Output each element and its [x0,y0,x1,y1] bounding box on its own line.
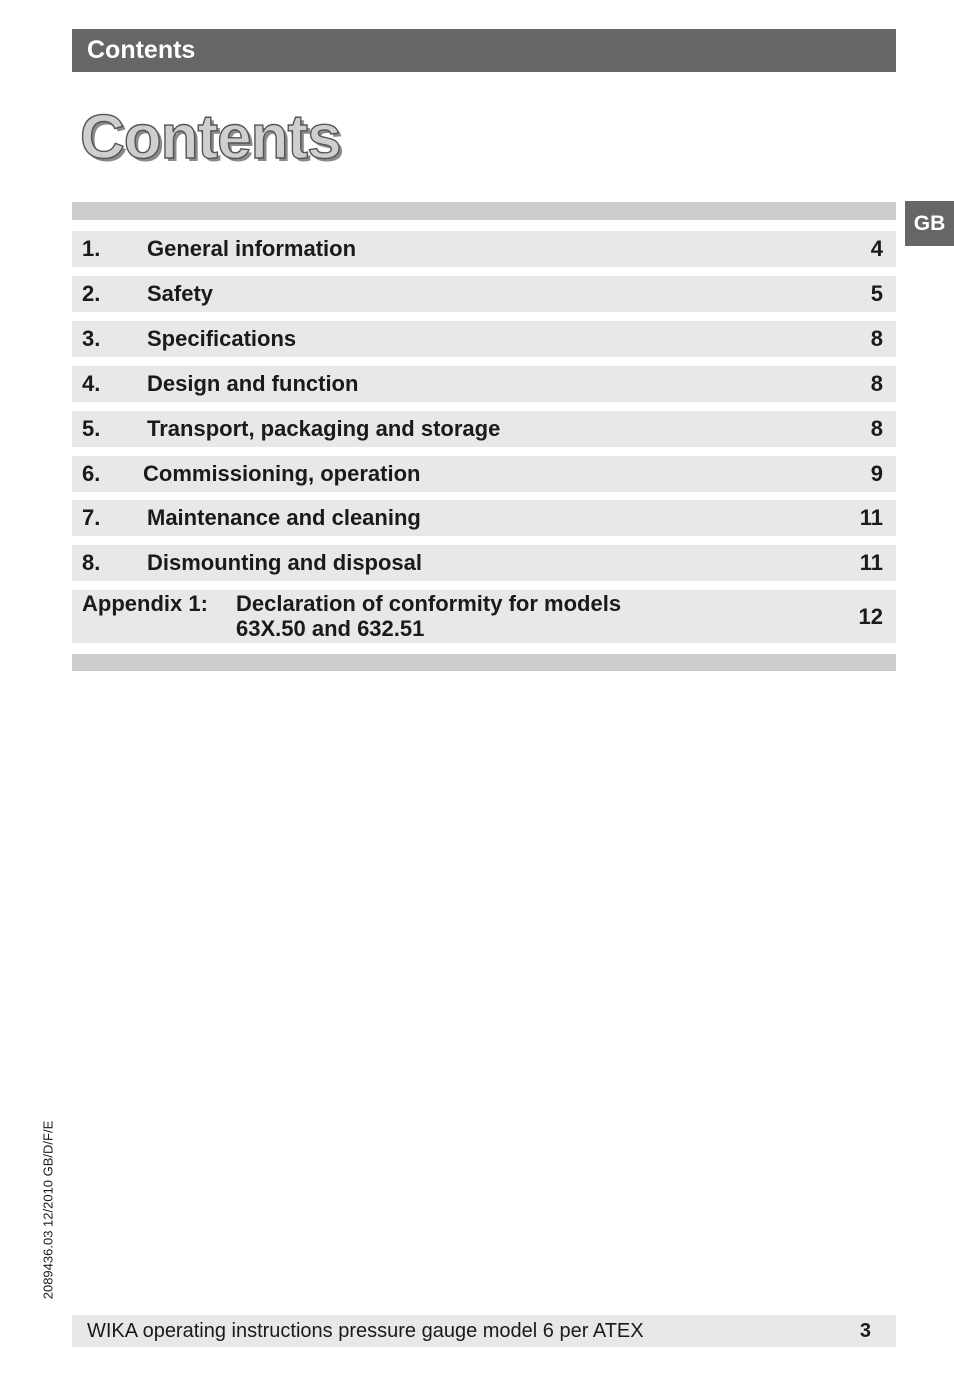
toc-page-number: 11 [859,550,883,575]
toc-title: Commissioning, operation [143,461,421,486]
toc-title: Safety [147,281,214,306]
page-header-bar [72,29,896,72]
toc-number: 8. [82,550,101,575]
footer-text: WIKA operating instructions pressure gauge model 6 per ATEX [87,1320,644,1342]
toc-page-number: 8 [870,416,883,441]
toc-title: Transport, packaging and storage [147,416,501,441]
toc-number: 6. [82,461,101,486]
document-code-text: 2089436.03 12/2010 GB/D/F/E [40,1120,56,1300]
page-title: Contents [80,103,341,172]
page-footer [72,1315,896,1347]
toc-row-dismounting[interactable] [72,545,896,581]
toc-title: Specifications [147,326,297,351]
toc-number: 5. [82,416,101,441]
toc-title: General information [147,236,357,261]
toc-page-number: 12 [858,604,883,629]
toc-page-number: 8 [870,326,883,351]
toc-title: Dismounting and disposal [147,550,423,575]
header-title: Contents [87,36,196,64]
toc-row-general-information[interactable] [72,231,896,267]
toc-page-number: 8 [870,371,883,396]
toc-number: Appendix 1: [82,591,208,616]
toc-page-number: 5 [870,281,883,306]
toc-row-specifications[interactable] [72,321,896,357]
toc-row-transport[interactable] [72,411,896,447]
toc-row-maintenance[interactable] [72,500,896,536]
toc-bottom-rule [72,654,896,671]
toc-number: 7. [82,505,101,530]
toc-page-number: 4 [870,236,883,261]
toc-number: 4. [82,371,101,396]
toc-row-commissioning[interactable] [72,456,896,492]
toc-page-number: 9 [870,461,883,486]
toc-title-line: 63X.50 and 632.51 [236,616,425,641]
toc-number: 1. [82,236,101,261]
toc-title: Maintenance and cleaning [147,505,421,530]
toc-number: 3. [82,326,101,351]
toc-title-line: Declaration of conformity for models [236,591,622,616]
toc-row-appendix[interactable] [72,590,896,643]
toc-row-safety[interactable] [72,276,896,312]
toc-top-rule [72,202,896,220]
toc-page-number: 11 [859,505,883,530]
toc-title [236,591,621,641]
language-tab[interactable]: GB [905,201,954,246]
footer-page-number: 3 [859,1320,871,1342]
toc-number: 2. [82,281,101,306]
toc-title: Design and function [147,371,359,396]
toc-row-design-and-function[interactable] [72,366,896,402]
